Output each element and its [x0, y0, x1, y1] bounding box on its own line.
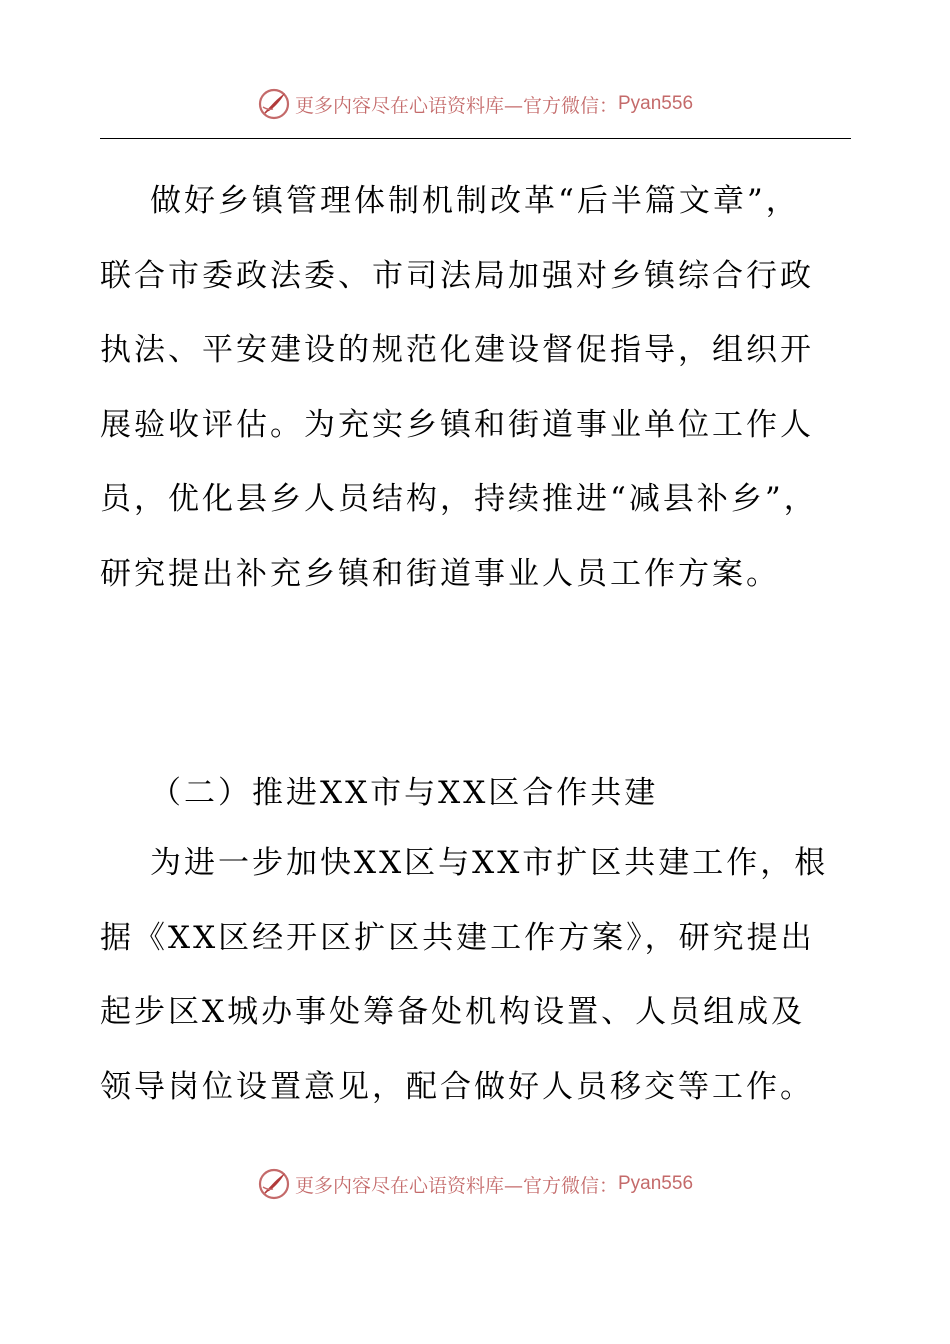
paragraph-line: 联合市委政法委、市司法局加强对乡镇综合行政 [100, 257, 814, 294]
paragraph-line: 为进一步加快XX区与XX市扩区共建工作，根 [150, 845, 829, 881]
paragraph-line: 员，优化县乡人员结构，持续推进“减县补乡”， [100, 481, 818, 517]
section-heading [100, 756, 852, 831]
paragraph-township-reform [100, 164, 852, 611]
paragraph-line: 研究提出补充乡镇和街道事业人员工作方案。 [100, 555, 780, 592]
section-heading-text: （二）推进XX市与XX区合作共建 [150, 775, 659, 811]
paragraph-line: 执法、平安建设的规范化建设督促指导，组织开 [100, 332, 814, 368]
quill-pen-logo-icon [257, 87, 291, 121]
paragraph-line: 展验收评估。为充实乡镇和街道事业单位工作人 [100, 406, 814, 443]
footer-watermark [0, 1164, 950, 1204]
paragraph-joint-construction [100, 826, 852, 1124]
header-divider [100, 138, 851, 139]
watermark-wechat-handle: Pyan556 [618, 93, 694, 114]
watermark-wechat-handle: Pyan556 [618, 1173, 694, 1194]
quill-pen-logo-icon [257, 1167, 291, 1201]
header-watermark [0, 84, 950, 124]
paragraph-line: 起步区X城办事处筹备处机构设置、人员组成及 [100, 994, 806, 1030]
watermark-brand-text: 更多内容尽在心语资料库—官方微信： [294, 1174, 618, 1197]
watermark-brand-text: 更多内容尽在心语资料库—官方微信： [294, 94, 618, 117]
paragraph-line: 领导岗位设置意见，配合做好人员移交等工作。 [100, 1068, 814, 1105]
paragraph-line: 做好乡镇管理体制机制改革“后半篇文章”， [150, 183, 800, 219]
paragraph-line: 据《XX区经开区扩区共建工作方案》，研究提出 [100, 919, 815, 956]
